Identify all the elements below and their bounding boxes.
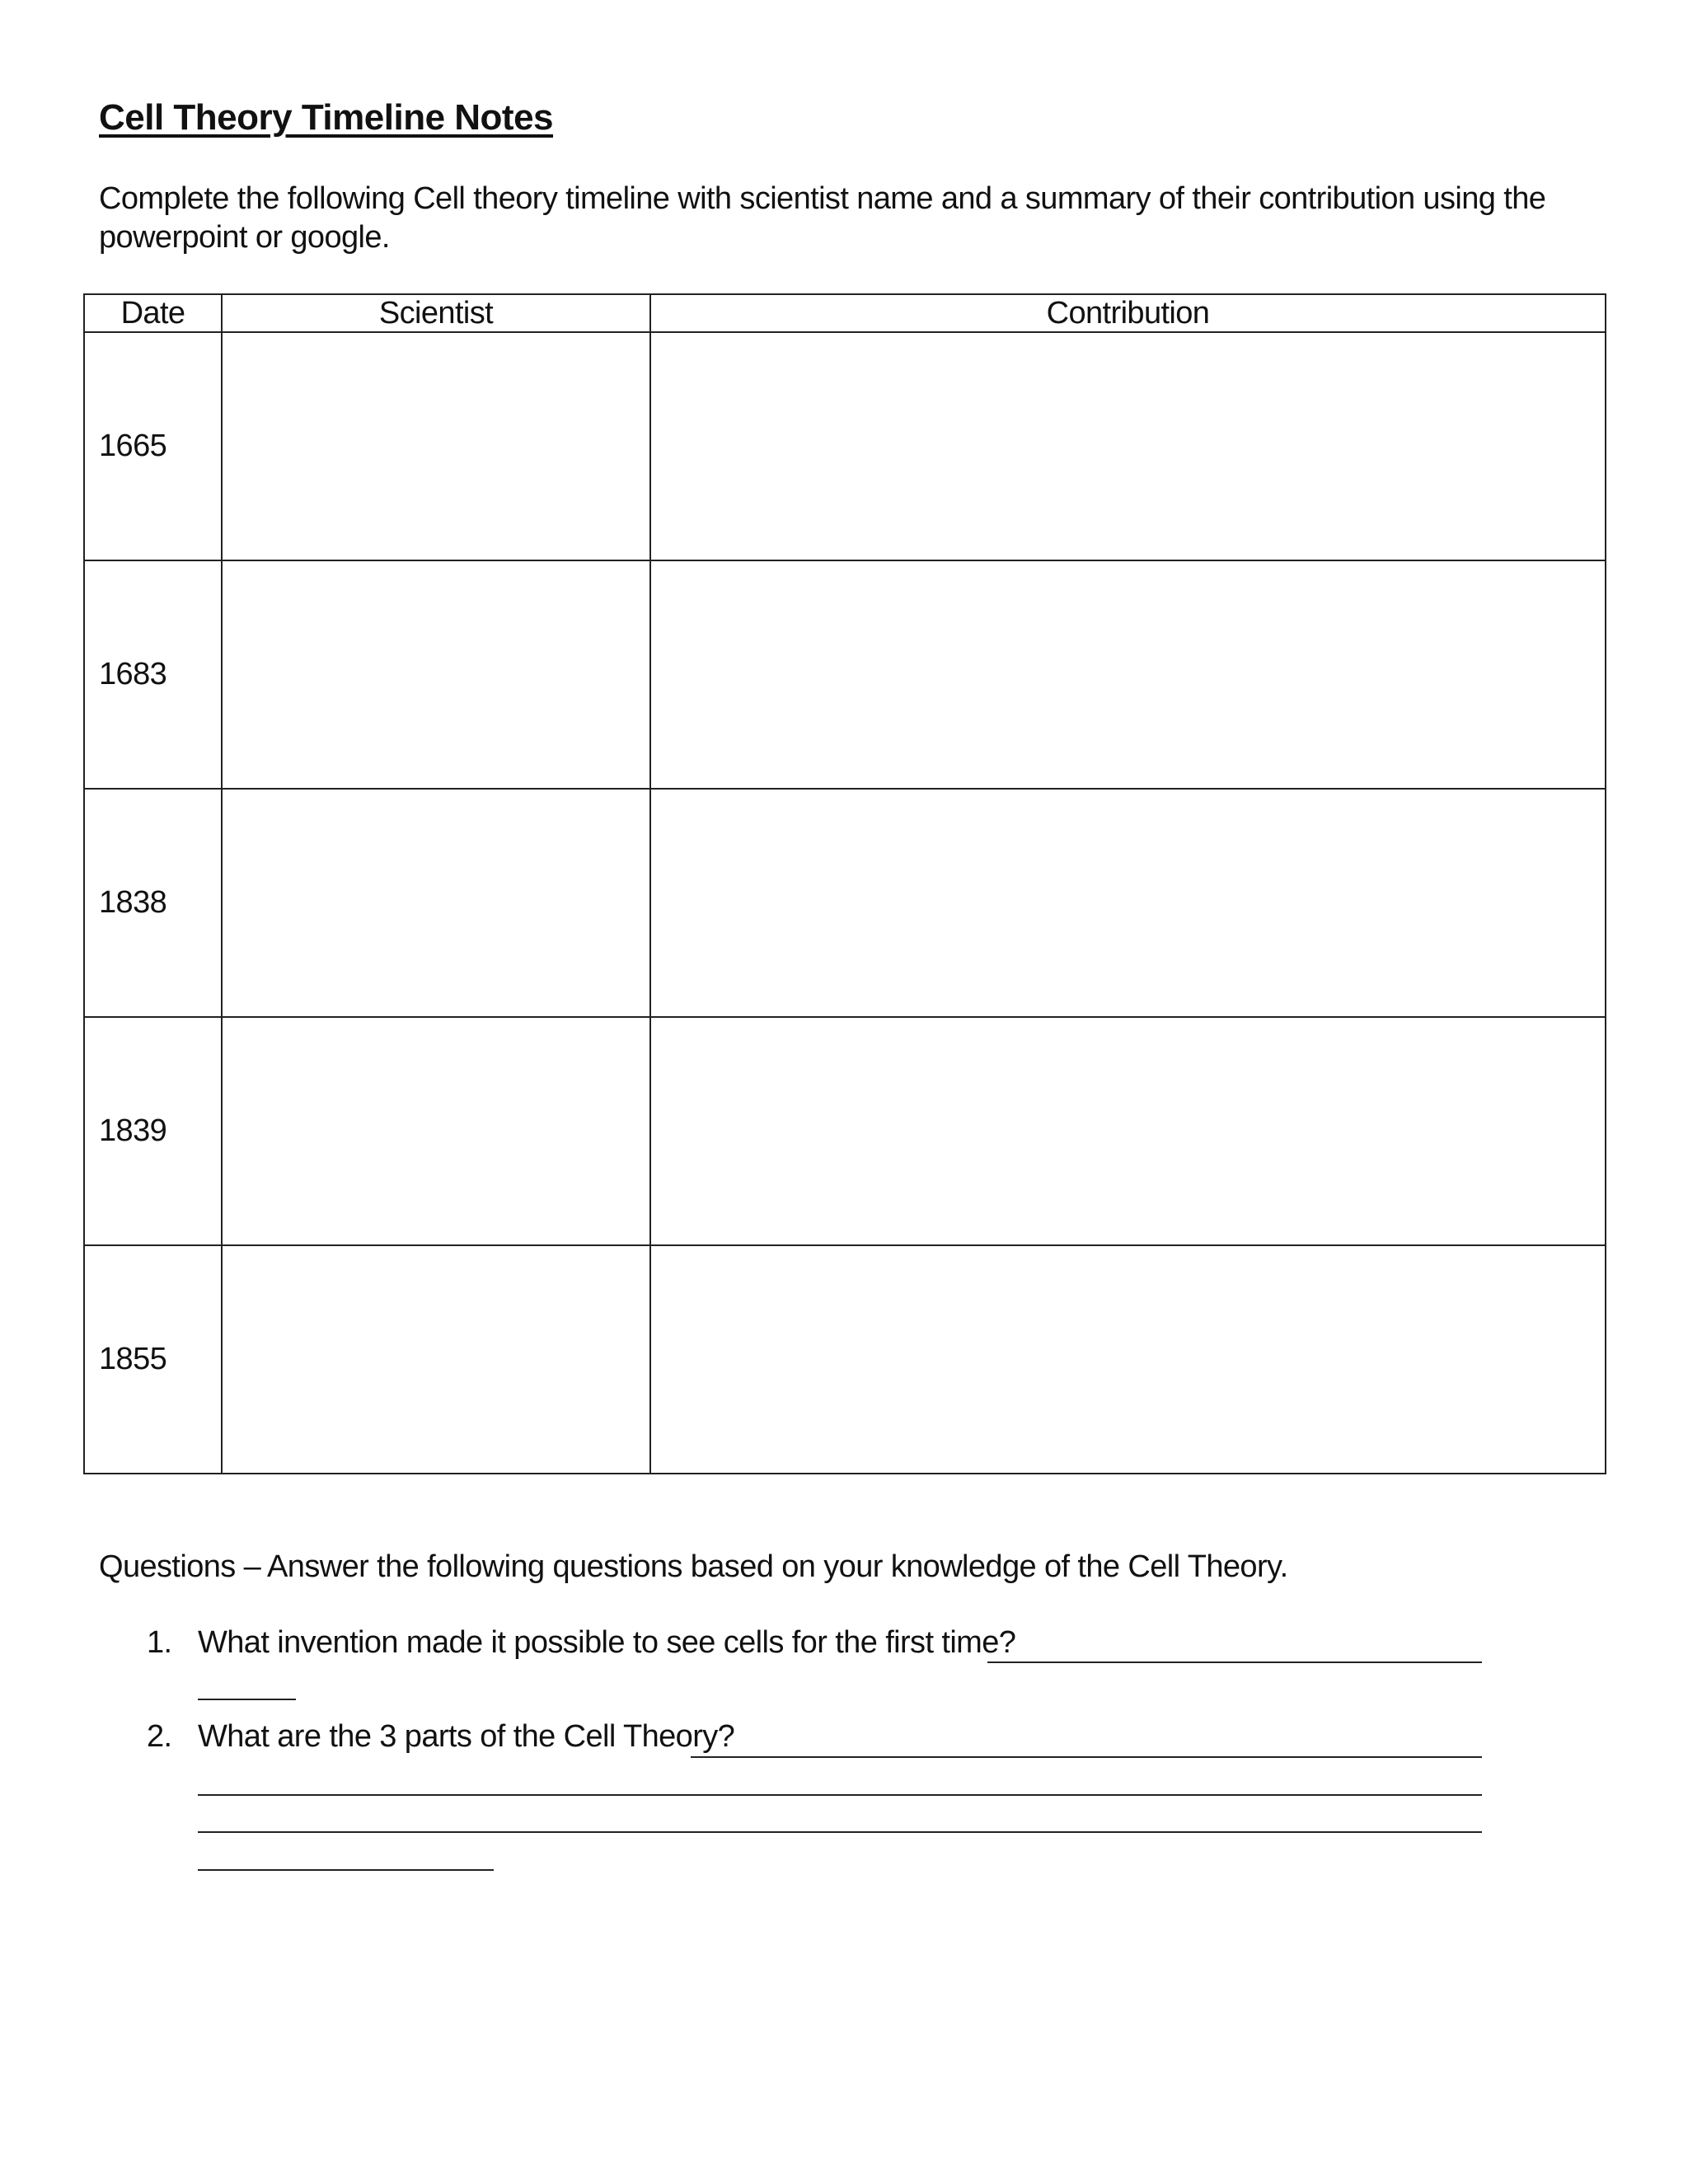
table-row xyxy=(84,1245,1606,1474)
date-cell: 1665 xyxy=(84,332,222,560)
answer-line-q1-continued[interactable] xyxy=(198,1699,296,1700)
scientist-cell[interactable] xyxy=(222,332,650,560)
date-cell: 1855 xyxy=(84,1245,222,1474)
answer-line-q2[interactable] xyxy=(691,1756,1482,1758)
scientist-cell[interactable] xyxy=(222,789,650,1017)
table-row xyxy=(84,332,1606,560)
scientist-cell[interactable] xyxy=(222,560,650,789)
table-row xyxy=(84,789,1606,1017)
date-cell: 1839 xyxy=(84,1017,222,1245)
question-text: What invention made it possible to see cells for the first time? xyxy=(198,1625,1016,1660)
timeline-table xyxy=(83,293,1606,1474)
question-number: 1. xyxy=(147,1625,172,1660)
scientist-cell[interactable] xyxy=(222,1017,650,1245)
question-text: What are the 3 parts of the Cell Theory? xyxy=(198,1719,735,1754)
answer-line-q2-continued[interactable] xyxy=(198,1831,1482,1833)
answer-line-q2-continued[interactable] xyxy=(198,1794,1482,1796)
scientist-cell[interactable] xyxy=(222,1245,650,1474)
table-row xyxy=(84,560,1606,789)
table-header-row xyxy=(84,294,1606,332)
header-contribution: Contribution xyxy=(650,294,1606,332)
header-scientist: Scientist xyxy=(222,294,650,332)
date-cell: 1838 xyxy=(84,789,222,1017)
contribution-cell[interactable] xyxy=(650,789,1606,1017)
date-cell: 1683 xyxy=(84,560,222,789)
page-title: Cell Theory Timeline Notes xyxy=(99,97,554,138)
contribution-cell[interactable] xyxy=(650,1017,1606,1245)
header-date: Date xyxy=(84,294,222,332)
contribution-cell[interactable] xyxy=(650,1245,1606,1474)
table-row xyxy=(84,1017,1606,1245)
questions-intro: Questions – Answer the following questions based on your knowledge of the Cell Theory. xyxy=(99,1549,1288,1584)
instructions-text: Complete the following Cell theory timeline with scientist name and a summary of their contribution using the powerpoint or google. xyxy=(99,181,1546,255)
contribution-cell[interactable] xyxy=(650,560,1606,789)
question-number: 2. xyxy=(147,1719,172,1754)
answer-line-q1[interactable] xyxy=(987,1661,1482,1663)
answer-line-q2-continued[interactable] xyxy=(198,1869,494,1871)
contribution-cell[interactable] xyxy=(650,332,1606,560)
